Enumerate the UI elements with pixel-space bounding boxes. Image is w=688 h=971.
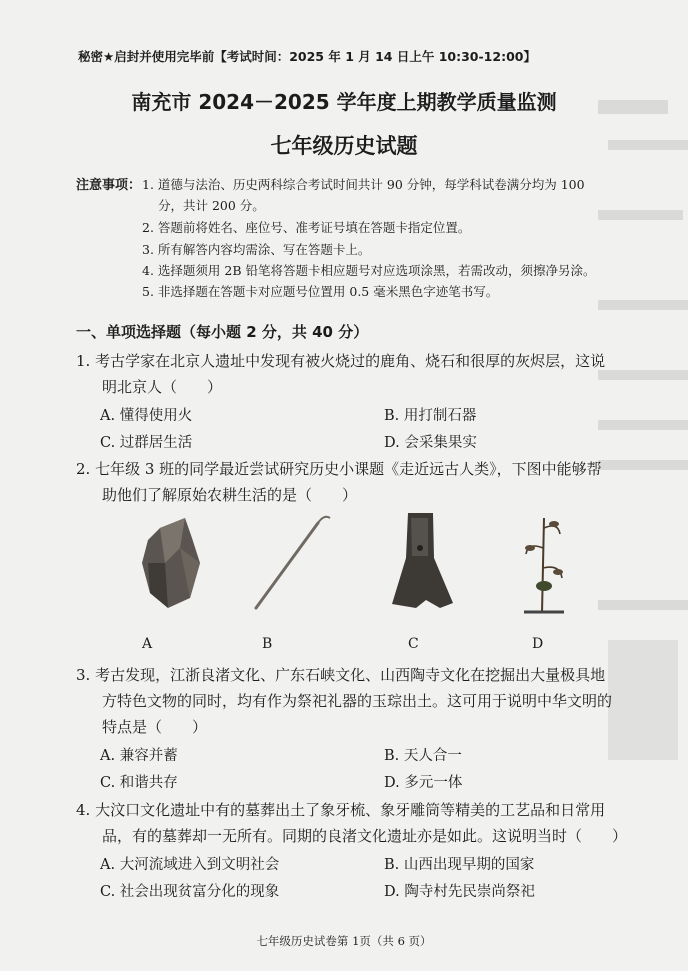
notice-item: 5. 非选择题在答题卡对应题号位置用 0.5 毫米黑色字迹笔书写。 [142, 284, 499, 299]
notice-item: 3. 所有解答内容均需涂、写在答题卡上。 [142, 242, 371, 257]
exam-subtitle: 七年级历史试题 [270, 134, 418, 158]
section-heading: 一、单项选择题（每小题 2 分，共 40 分） [76, 323, 369, 341]
notice-label: 注意事项： [76, 178, 142, 193]
question-1-line: 1. 考古学家在北京人遗址中发现有被火烧过的鹿角、烧石和很厚的灰烬层，这说 [76, 352, 606, 370]
question-2-line: 助他们了解原始农耕生活的是（ ） [102, 486, 358, 504]
question-3-line: 方特色文物的同时，均有作为祭祀礼器的玉琮出土。这可用于说明中华文明的 [102, 692, 613, 710]
question-4-option-a: A. 大河流域进入到文明社会 [100, 857, 280, 873]
question-3-line: 3. 考古发现，江浙良渚文化、广东石峡文化、山西陶寺文化在挖掘出大量极具地 [76, 666, 606, 684]
stone-tool-image [130, 508, 220, 618]
notice-item: 分，共计 200 分。 [158, 198, 265, 213]
question-4-option-c: C. 社会出现贫富分化的现象 [100, 884, 280, 900]
question-3-option-a: A. 兼容并蓄 [100, 748, 178, 764]
question-1-option-b: B. 用打制石器 [384, 408, 477, 424]
notice-item: 2. 答题前将姓名、座位号、准考证号填在答题卡指定位置。 [142, 220, 471, 235]
notice-item: 4. 选择题须用 2B 铅笔将答题卡相应题号对应选项涂黑，若需改动，须擦净另涂。 [142, 263, 596, 278]
rice-plant-image [500, 508, 590, 618]
question-2-line: 2. 七年级 3 班的同学最近尝试研究历史小课题《走近远古人类》，下图中能够帮 [76, 460, 602, 478]
image-label-b: B [262, 636, 273, 652]
exam-title: 南充市 2024－2025 学年度上期教学质量监测 [131, 90, 557, 114]
image-label-d: D [532, 636, 544, 652]
question-3-option-d: D. 多元一体 [384, 775, 463, 791]
question-4-option-d: D. 陶寺村先民崇尚祭祀 [384, 884, 535, 900]
question-1-option-c: C. 过群居生活 [100, 435, 193, 451]
image-label-c: C [408, 636, 419, 652]
confidential-exam-time: 秘密★启封并使用完毕前【考试时间：2025 年 1 月 14 日上午 10:30-12:00】 [78, 49, 536, 64]
bone-spade-image [378, 508, 468, 618]
question-3-option-b: B. 天人合一 [384, 748, 462, 764]
question-1-option-d: D. 会采集果实 [384, 435, 477, 451]
bone-needle-image [248, 508, 338, 618]
notice-item: 1. 道德与法治、历史两科综合考试时间共计 90 分钟，每学科试卷满分均为 100 [142, 177, 585, 192]
question-1-option-a: A. 懂得使用火 [100, 408, 193, 424]
page-footer: 七年级历史试卷第 1页（共 6 页） [256, 934, 432, 948]
question-1-line: 明北京人（ ） [102, 378, 223, 396]
question-4-line: 品，有的墓葬却一无所有。同期的良渚文化遗址亦是如此。这说明当时（ ） [102, 827, 628, 845]
question-3-option-c: C. 和谐共存 [100, 775, 178, 791]
question-3-line: 特点是（ ） [102, 718, 208, 736]
question-4-option-b: B. 山西出现早期的国家 [384, 857, 535, 873]
question-4-line: 4. 大汶口文化遗址中有的墓葬出土了象牙梳、象牙雕筒等精美的工艺品和日常用 [76, 801, 606, 819]
image-label-a: A [142, 636, 153, 652]
